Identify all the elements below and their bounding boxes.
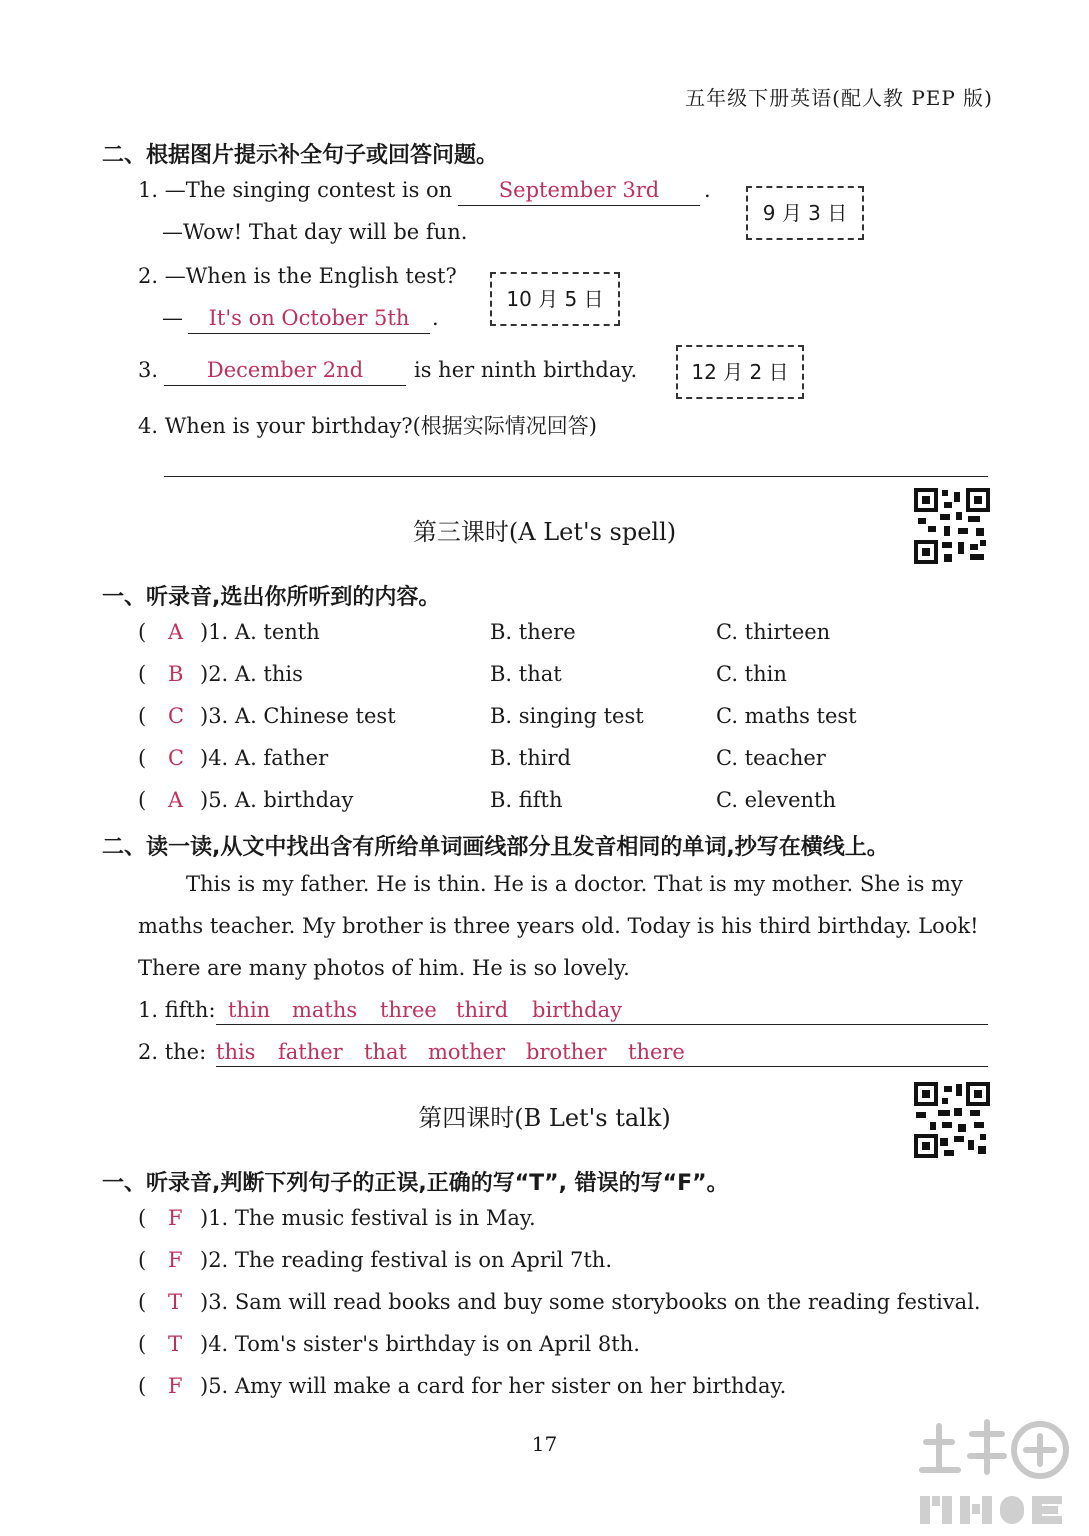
bracket-open: ( xyxy=(138,662,147,686)
date-card-3-text: 12 月 2 日 xyxy=(691,360,789,384)
judge-answer[interactable]: T xyxy=(168,1332,183,1356)
judge-answer[interactable]: F xyxy=(168,1206,183,1230)
bracket-open: ( xyxy=(138,1206,147,1230)
bracket-open: ( xyxy=(138,1290,147,1314)
judge-statement: )3. Sam will read books and buy some storybooks on the reading festival. xyxy=(200,1290,981,1314)
section-title: 二、读一读,从文中找出含有所给单词画线部分且发音相同的单词,抄写在横线上。 xyxy=(102,835,889,860)
option-a: )4. A. father xyxy=(200,746,329,770)
choice-answer[interactable]: C xyxy=(168,746,185,770)
judge-answer[interactable]: F xyxy=(168,1248,183,1272)
answer-word: three xyxy=(380,998,437,1022)
watermark-logo xyxy=(912,1412,1082,1530)
lesson-title: 第四课时(B Let's talk) xyxy=(418,1104,671,1132)
question-2-text: 2. —When is the English test? xyxy=(138,264,457,288)
page-number: 17 xyxy=(531,1432,558,1456)
option-c: C. teacher xyxy=(716,746,826,770)
answer-blank-1[interactable] xyxy=(458,178,700,206)
word-label: 2. the: xyxy=(138,1040,207,1064)
lesson-title: 第三课时(A Let's spell) xyxy=(412,518,677,546)
option-c: C. maths test xyxy=(716,704,857,728)
passage-line: There are many photos of him. He is so lovely. xyxy=(138,956,630,980)
date-card-2-text: 10 月 5 日 xyxy=(506,287,604,311)
judge-statement: )4. Tom's sister's birthday is on April 8th. xyxy=(200,1332,640,1356)
period: . xyxy=(704,178,711,202)
section-title: 一、听录音,判断下列句子的正误,正确的写“T”, 错误的写“F”。 xyxy=(102,1171,729,1196)
answer-word: mother xyxy=(428,1040,505,1064)
answer-word: brother xyxy=(526,1040,607,1064)
choice-answer[interactable]: C xyxy=(168,704,185,728)
answer-word: birthday xyxy=(532,998,622,1022)
answer-word: father xyxy=(278,1040,343,1064)
judge-statement: )2. The reading festival is on April 7th. xyxy=(200,1248,613,1272)
option-a: )3. A. Chinese test xyxy=(200,704,396,728)
passage-line: maths teacher. My brother is three years old. Today is his third birthday. Look! xyxy=(138,914,979,938)
option-a: )2. A. this xyxy=(200,662,303,686)
section-title: 一、听录音,选出你所听到的内容。 xyxy=(102,585,441,610)
answer-3: December 2nd xyxy=(206,358,364,382)
choice-answer[interactable]: A xyxy=(168,620,184,644)
option-c: C. thin xyxy=(716,662,787,686)
answer-word: thin xyxy=(228,998,271,1022)
question-1-reply: —Wow! That day will be fun. xyxy=(162,220,468,244)
answer-line[interactable] xyxy=(216,998,988,1025)
section-title: 二、根据图片提示补全句子或回答问题。 xyxy=(102,143,499,168)
option-a: )1. A. tenth xyxy=(200,620,320,644)
period: . xyxy=(432,306,439,330)
word-label: 1. fifth: xyxy=(138,998,216,1022)
bracket-open: ( xyxy=(138,1374,147,1398)
question-1-text: 1. —The singing contest is on xyxy=(138,178,453,202)
question-4-text: 4. When is your birthday?(根据实际情况回答) xyxy=(138,414,597,438)
date-card-1-text: 9 月 3 日 xyxy=(762,201,848,225)
judge-answer[interactable]: T xyxy=(168,1290,183,1314)
answer-1: September 3rd xyxy=(498,178,660,202)
passage-line: This is my father. He is thin. He is a doctor. That is my mother. She is my xyxy=(186,872,963,896)
choice-answer[interactable]: B xyxy=(168,662,184,686)
answer-word: there xyxy=(628,1040,685,1064)
option-b: B. there xyxy=(490,620,576,644)
judge-statement: )1. The music festival is in May. xyxy=(200,1206,536,1230)
answer-word: that xyxy=(364,1040,407,1064)
bracket-open: ( xyxy=(138,704,147,728)
question-3-number: 3. xyxy=(138,358,159,382)
option-b: B. third xyxy=(490,746,571,770)
answer-2: It's on October 5th xyxy=(208,306,410,330)
date-card-2 xyxy=(490,272,620,326)
dash: — xyxy=(162,306,183,330)
judge-statement: )5. Amy will make a card for her sister on her birthday. xyxy=(200,1374,787,1398)
option-b: B. singing test xyxy=(490,704,644,728)
qr-code-icon[interactable] xyxy=(914,488,990,564)
date-card-1 xyxy=(746,186,864,240)
option-c: C. thirteen xyxy=(716,620,831,644)
answer-blank-2[interactable] xyxy=(188,306,430,334)
option-b: B. fifth xyxy=(490,788,563,812)
bracket-open: ( xyxy=(138,1248,147,1272)
choice-answer[interactable]: A xyxy=(168,788,184,812)
answer-word: this xyxy=(216,1040,256,1064)
question-3-text: is her ninth birthday. xyxy=(414,358,638,382)
qr-code-icon[interactable] xyxy=(914,1082,990,1158)
bracket-open: ( xyxy=(138,788,147,812)
answer-line[interactable] xyxy=(216,1040,988,1067)
bracket-open: ( xyxy=(138,1332,147,1356)
option-a: )5. A. birthday xyxy=(200,788,354,812)
option-c: C. eleventh xyxy=(716,788,837,812)
answer-word: maths xyxy=(292,998,358,1022)
answer-line-4[interactable] xyxy=(164,476,988,477)
option-b: B. that xyxy=(490,662,562,686)
bracket-open: ( xyxy=(138,620,147,644)
date-card-3 xyxy=(676,345,804,399)
bracket-open: ( xyxy=(138,746,147,770)
answer-word: third xyxy=(456,998,509,1022)
answer-blank-3[interactable] xyxy=(164,358,406,386)
book-title: 五年级下册英语(配人教 PEP 版) xyxy=(685,86,993,110)
judge-answer[interactable]: F xyxy=(168,1374,183,1398)
